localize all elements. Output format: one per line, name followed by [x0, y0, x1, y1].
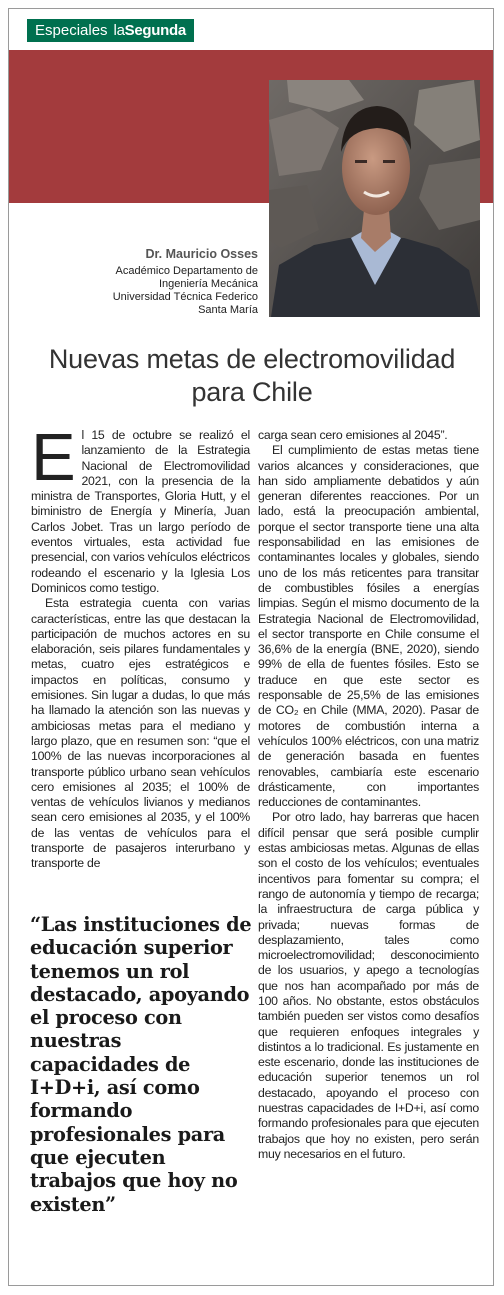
article-column-left — [31, 420, 250, 893]
author-block — [113, 248, 258, 317]
author-photo — [269, 80, 480, 317]
brand-logo — [114, 22, 186, 39]
paragraph: carga sean cero emisiones al 2045”. — [258, 428, 448, 442]
headline — [0, 343, 504, 409]
brand-prefix: la — [113, 22, 125, 39]
headline-line: Nuevas metas de electromovilidad — [48, 344, 456, 374]
paragraph: El cumplimiento de estas metas tiene varios alcances y consideraciones, que han sido ampliamente debatidos y aún generan diferentes reacciones. Por un lado, está la preocupación ambiental, porque el sector transporte tiene una alta responsabilidad en las emisiones de contaminantes locales y globales, siendo uno de los más reticentes para transitar de combustibles fósiles a energías limpias. Según el mismo documento de la Estrategia Nacional de Electromovilidad, el sector transporte en Chile consume el 36,6% de la energía (BNE, 2020), siendo 99% de ella de fuentes fósiles. Esto se traduce en que este sector es responsable de 25,5% de las emisiones de CO₂ en Chile (MMA, 2020). Pasar de motores de combustión interna a vehículos 100% eléctricos, con una matriz de generación basada en fuentes renovables, cambiaría este escenario drásticamente, con importantes reducciones de contaminantes. — [258, 443, 479, 810]
author-affiliation-line: Santa María — [198, 304, 258, 316]
paragraph — [31, 420, 250, 596]
headline-line: para Chile — [191, 377, 313, 407]
article-column-right — [258, 428, 479, 1283]
author-name: Dr. Mauricio Osses — [145, 247, 258, 261]
drop-cap: E — [31, 420, 76, 495]
brand-name: Segunda — [124, 22, 186, 39]
paragraph: Por otro lado, hay barreras que hacen difícil pensar que será posible cumplir estas ambiciosas metas. Algunas de ellas son el costo de los vehículos; eventuales incentivos para fomentar su compra; el rango de autonomía y tiempo de recarga; la infraestructura de carga pública y privada; nuevas formas de desplazamiento, tales como microelectromovilidad; desconocimiento de los usuarios, y apego a tecnologías que nos han acompañado por más de 100 años. No obstante, estos obstáculos también pueden ser vistos como desafíos que requieren enfoques integrales y distintos a lo tradicional. Es justamente en este escenario, donde las instituciones de educación superior tenemos un rol destacado, apoyando el proceso con nuestras capacidades de I+D+i, así como formando profesionales para que ejecuten trabajos que hoy no existen, pero serán muy necesarios en el futuro. — [258, 810, 479, 1161]
pull-quote: “Las instituciones de educación superior tenemos un rol destacado, apoyando el proceso con nuestras capacidades de I+D+i, así como formando profesionales para que ejecuten trabajos que hoy no existen” — [30, 913, 252, 1216]
paragraph-text: l 15 de octubre se realizó el lanzamiento de la Estrategia Nacional de Electromovilidad 2021, con la presencia de la ministra de Transportes, Gloria Hutt, y el biministro de Energía y Minería, Juan Carlos Jobet. Tras un largo período de eventos virtuales, esta actividad fue presencial, con varios vehículos eléctricos rodeando el escenario y la Iglesia Los Dominicos como testigo. — [31, 428, 250, 595]
section-badge — [27, 19, 194, 42]
author-affiliation-line: Académico Departamento de — [115, 265, 258, 277]
author-affiliation-line: Ingeniería Mecánica — [158, 278, 258, 290]
section-label: Especiales — [35, 22, 108, 39]
author-affiliation-line: Universidad Técnica Federico — [112, 291, 258, 303]
paragraph: Esta estrategia cuenta con varias características, entre las que destacan la participación de muchos actores en su elaboración, seis pilares fundamentales y metas, cuatro ejes estratégicos e impactos en políticas, consumo y emisiones. Sin lugar a dudas, lo que más ha llamado la atención son las nuevas y ambiciosas metas para el mediano y largo plazo, que en resumen son: “que el 100% de las nuevas incorporaciones al transporte público urbano sean vehículos cero emisiones al 2035; el 100% de ventas de vehículos livianos y medianos sean cero emisiones al 2035, y el 100% de las ventas de vehículos para el transporte de pasajeros interurbano y transporte de — [31, 596, 250, 871]
